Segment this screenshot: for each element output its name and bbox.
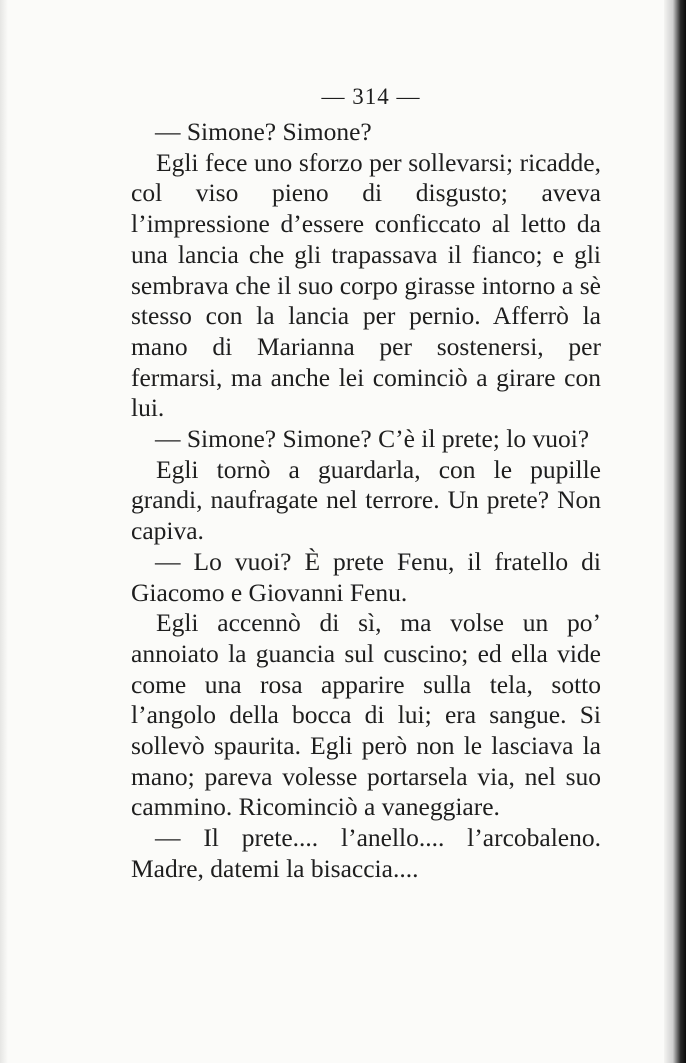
paragraph-7: — Il prete.... l’anello.... l’arcobaleno. Madre, datemi la bisaccia.... <box>131 823 601 883</box>
paragraph-1: — Simone? Simone? <box>155 117 372 146</box>
paragraph-6: Egli accennò di sì, ma volse un po’ annoiato la guancia sul cuscino; ed ella vide come una rosa apparire sulla tela, sotto l’angolo della bocca di lui; era sangue. Si sollevò spaurita. Egli però non le lasciava la mano; pareva volesse portarsela via, nel suo cammino. Ricominciò a vaneggiare. <box>131 608 601 822</box>
paragraph-4: Egli tornò a guardarla, con le pupille grandi, naufragate nel terrore. Un prete? Non capiva. <box>131 454 601 546</box>
paragraph-2: Egli fece uno sforzo per sollevarsi; ricadde, col viso pieno di disgusto; aveva l’impressione d’essere conficcato al letto da una lancia che gli trapassava il fianco; e gli sembrava che il suo corpo girasse intorno a sè stesso con la lancia per pernio. Afferrò la mano di Marianna per sostenersi, per fermarsi, ma anche lei cominciò a girare con lui. <box>131 147 601 423</box>
page-gutter-shadow <box>664 0 686 1063</box>
page-left-edge <box>0 0 8 1063</box>
page-number: — 314 — <box>321 84 421 109</box>
body-text <box>131 117 601 885</box>
paragraph-5: — Lo vuoi? È prete Fenu, il fratello di Giacomo e Giovanni Fenu. <box>131 546 601 607</box>
paragraph-3: — Simone? Simone? C’è il prete; lo vuoi? <box>155 424 590 454</box>
